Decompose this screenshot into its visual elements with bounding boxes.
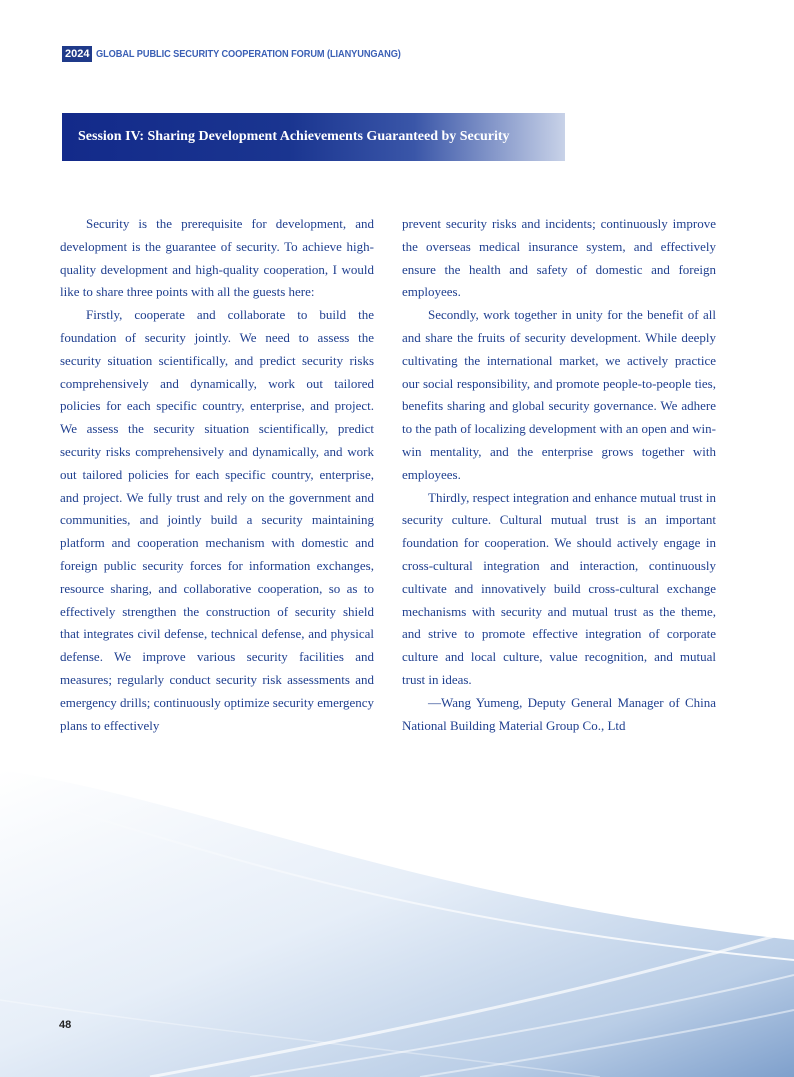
- body-paragraph: prevent security risks and incidents; continuously improve the overseas medical insurance system, and effectively ensure the health and safety of domestic and foreign employees.: [402, 216, 716, 300]
- article-body: [60, 213, 716, 737]
- body-paragraph: Firstly, cooperate and collaborate to build the foundation of security jointly. We need to assess the security situation scientifically, and predict security risks comprehensively and dynamically, work out tailored policies for each specific country, enterprise, and project. We assess the security situation scientifically, predict security risks comprehensively and dynamically, and work out tailored policies for each specific country, enterprise, and project. We fully trust and rely on the government and communities, and jointly build a security maintaining platform and cooperation mechanism with domestic and foreign public security forces for information exchanges, resource sharing, and collaborative cooperation, so as to effectively strengthen the construction of security shield that integrates civil defense, technical defense, and physical defense. We improve various security facilities and measures; regularly conduct security risk assessments and emergency drills; continuously optimize security emergency plans to effectively: [60, 307, 374, 733]
- right-column: [402, 213, 716, 737]
- page-header: [62, 45, 443, 63]
- body-paragraph: Security is the prerequisite for development, and development is the guarantee of security. To achieve high-quality development and high-quality cooperation, I would like to share three points with all the guests here:: [60, 216, 374, 300]
- body-paragraph: Thirdly, respect integration and enhance mutual trust in security culture. Cultural mutual trust is an important foundation for cooperation. We should actively engage in cross-cultural integration and interaction, continuously cultivate and innovatively build cross-cultural exchange mechanisms with security and mutual trust as the theme, and strive to promote effective integration of corporate culture and local culture, value recognition, and mutual trust in ideas.: [402, 489, 716, 687]
- speaker-attribution: —Wang Yumeng, Deputy General Manager of China National Building Material Group Co., Ltd: [402, 694, 716, 733]
- session-banner: [62, 113, 565, 161]
- left-column: [60, 213, 374, 737]
- page-number: 48: [59, 1019, 72, 1031]
- body-paragraph: Secondly, work together in unity for the benefit of all and share the fruits of security development. While deeply cultivating the international market, we actively practice our social responsibility, and promote people-to-people ties, benefits sharing and global security governance. We adhere to the path of localizing development with an open and win-win mentality, and the enterprise grows together with employees.: [402, 307, 716, 482]
- session-title: Session IV: Sharing Development Achievements Guaranteed by Security: [78, 129, 510, 144]
- year-badge: 2024: [62, 46, 92, 62]
- forum-title: GLOBAL PUBLIC SECURITY COOPERATION FORUM (LIANYUNGANG): [96, 48, 402, 60]
